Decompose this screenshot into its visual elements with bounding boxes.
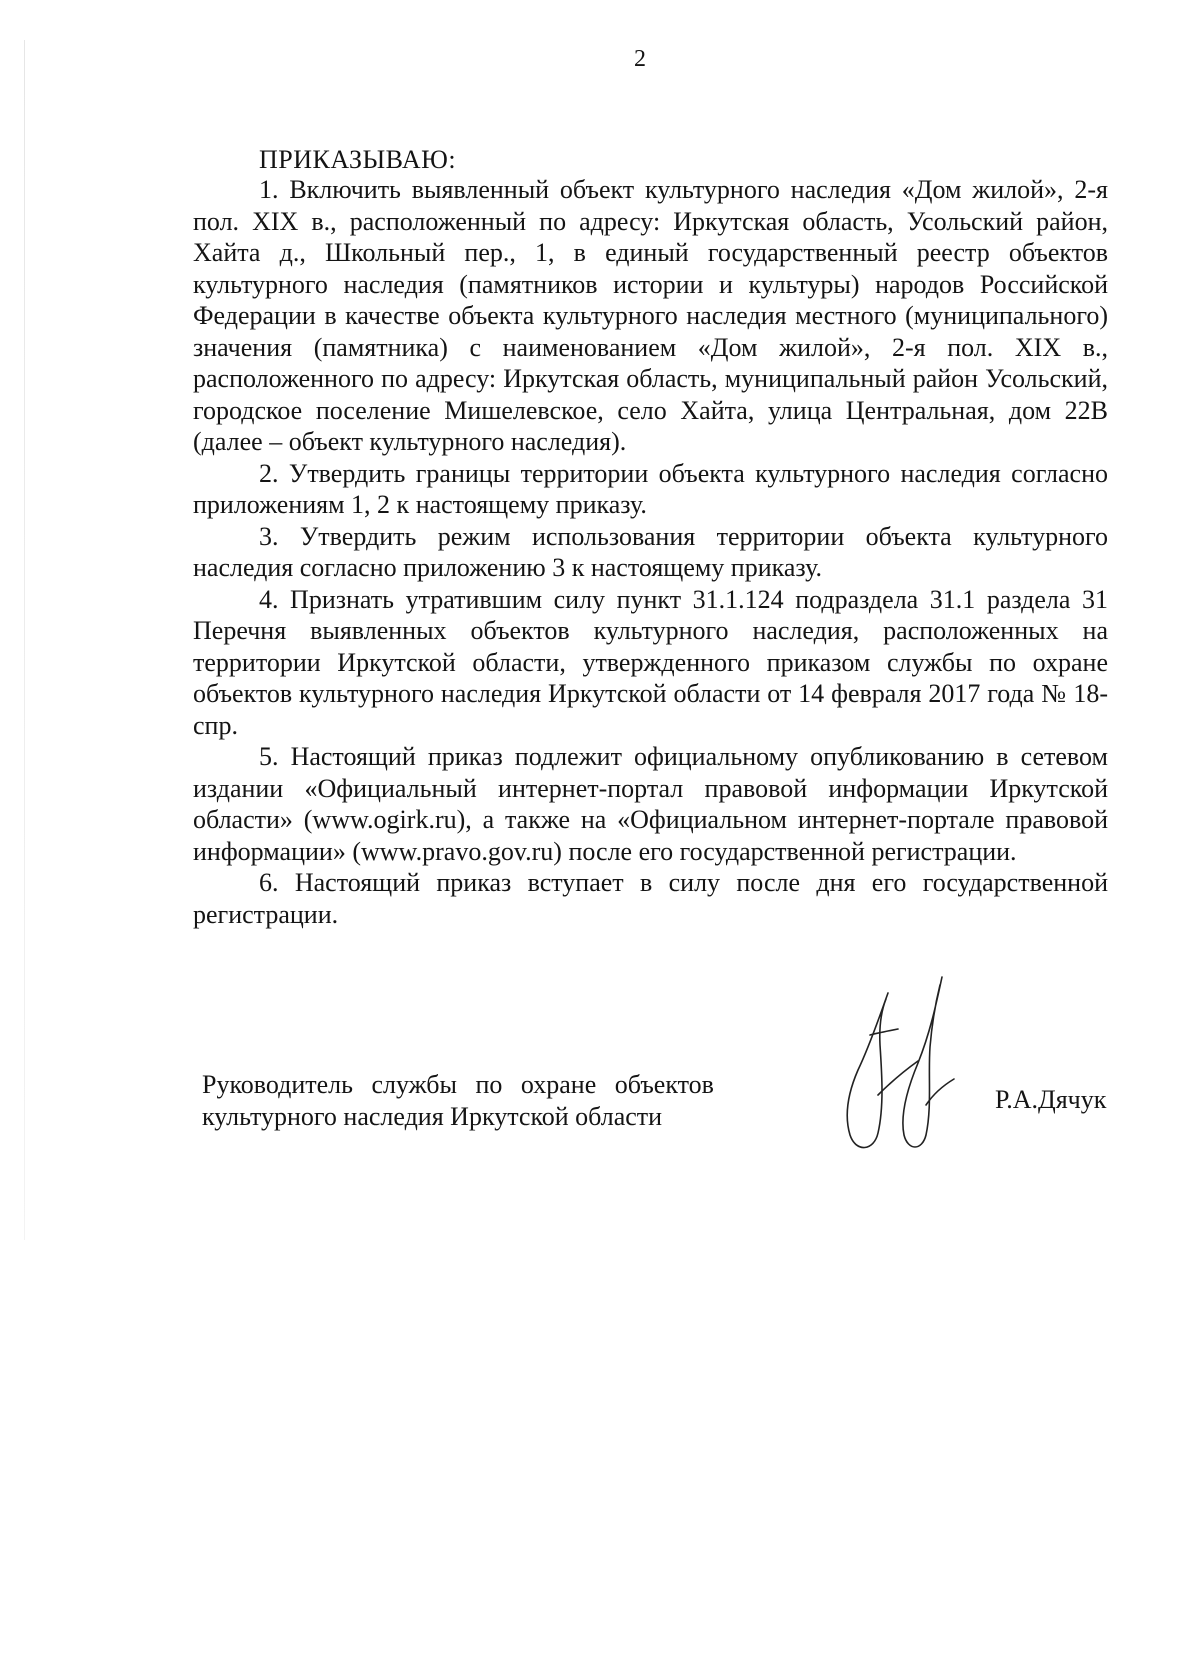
- order-paragraph-6: 6. Настоящий приказ вступает в силу после дня его государственной регистрации.: [193, 868, 1108, 929]
- order-paragraph-5: 5. Настоящий приказ подлежит официальному опубликованию в сетевом издании «Официальный интернет-портал правовой информации Иркутской области» (www.ogirk.ru), а также на «Официальном интернет-портале правовой информации» (www.pravo.gov.ru) после его государственной регистрации.: [193, 742, 1108, 866]
- scan-edge-shadow: [24, 40, 25, 1240]
- order-paragraph-2: 2. Утвердить границы территории объекта культурного наследия согласно приложениям 1, 2 к настоящему приказу.: [193, 458, 1108, 519]
- handwritten-signature: [830, 975, 990, 1165]
- order-paragraph-1: 1. Включить выявленный объект культурного наследия «Дом жилой», 2-я пол. XIX в., расположенный по адресу: Иркутская область, Усольский район, Хайта д., Школьный пер., 1, в единый государственный реестр объектов культурного наследия (памятников истории и культуры) народов Российской Федерации в качестве объекта культурного наследия местного (муниципального) значения (памятника) с наименованием «Дом жилой», 2-я пол. XIX в., расположенного по адресу: Иркутская область, муниципальный район Усольский, городское поселение Мишелевское, село Хайта, улица Центральная, дом 22В (далее – объект культурного наследия).: [193, 175, 1108, 456]
- signatory-name: Р.А.Дячук: [995, 1085, 1107, 1114]
- signatory-title-line-1: Руководитель службы по охране объектов: [202, 1070, 714, 1099]
- signatory-title: [202, 1069, 714, 1133]
- page-number: 2: [634, 46, 646, 72]
- signatory-title-line-2: культурного наследия Иркутской области: [202, 1102, 663, 1131]
- order-body: [193, 174, 1108, 930]
- order-heading: ПРИКАЗЫВАЮ:: [259, 145, 457, 174]
- order-paragraph-3: 3. Утвердить режим использования территории объекта культурного наследия согласно приложению 3 к настоящему приказу.: [193, 521, 1108, 582]
- order-paragraph-4: 4. Признать утратившим силу пункт 31.1.124 подраздела 31.1 раздела 31 Перечня выявленных объектов культурного наследия, расположенных на территории Иркутской области, утвержденного приказом службы по охране объектов культурного наследия Иркутской области от 14 февраля 2017 года № 18-спр.: [193, 584, 1108, 740]
